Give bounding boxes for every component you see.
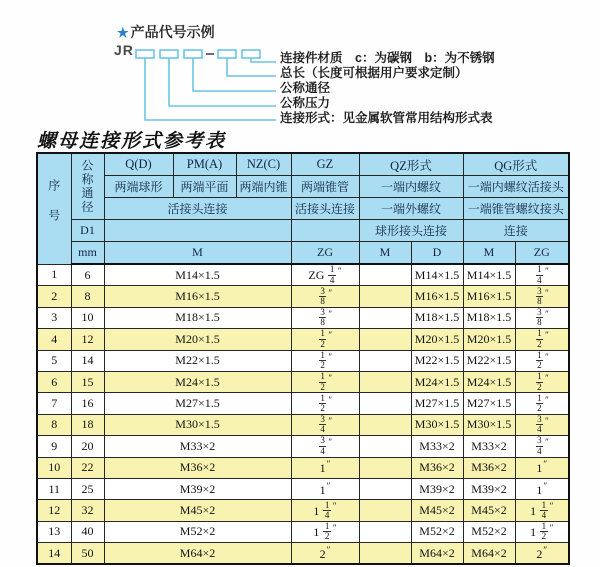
cell-zg: 1″ xyxy=(291,478,359,499)
cell-seq: 11 xyxy=(37,478,71,499)
cell-seq: 2 xyxy=(37,286,71,307)
cell-qg-m: M36×2 xyxy=(463,457,515,478)
table-row xyxy=(37,436,569,457)
cell-qg-m: M64×2 xyxy=(463,543,515,565)
cell-qg-zg: $\frac{3}{8}$ ″ xyxy=(515,286,569,307)
cell-qz-m xyxy=(359,350,411,371)
cell-seq: 1 xyxy=(37,264,71,286)
cell-m: M14×1.5 xyxy=(104,264,291,286)
header-qz-m: M xyxy=(359,242,411,265)
cell-qg-m: M45×2 xyxy=(463,500,515,521)
code-box-4 xyxy=(218,50,236,58)
cell-m: M27×1.5 xyxy=(104,393,291,414)
cell-dn: 25 xyxy=(71,478,104,499)
header-thread-m: M xyxy=(104,242,291,265)
table-row xyxy=(37,329,569,350)
nut-connection-table xyxy=(36,152,570,565)
cell-qg-m: M39×2 xyxy=(463,478,515,499)
cell-m: M52×2 xyxy=(104,521,291,542)
cell-qz-d: M45×2 xyxy=(411,500,463,521)
table-row xyxy=(37,414,569,435)
cell-m: M20×1.5 xyxy=(104,329,291,350)
cell-qz-m xyxy=(359,500,411,521)
header-qz-d: D xyxy=(411,242,463,265)
cell-seq: 13 xyxy=(37,521,71,542)
cell-qz-d: M14×1.5 xyxy=(411,264,463,286)
cell-qz-d: M39×2 xyxy=(411,478,463,499)
cell-zg: 1 $\frac{1}{4}$ ″ xyxy=(291,500,359,521)
diagram-labels xyxy=(280,51,495,126)
code-box-3 xyxy=(184,50,202,58)
cell-dn: 32 xyxy=(71,500,104,521)
cell-qg-m: M27×1.5 xyxy=(463,393,515,414)
cell-qg-m: M16×1.5 xyxy=(463,286,515,307)
cell-qg-zg: 1″ xyxy=(515,457,569,478)
table-row xyxy=(37,371,569,392)
header-empty-gz xyxy=(291,220,359,242)
code-box-5 xyxy=(242,50,260,58)
cell-zg: 1″ xyxy=(291,457,359,478)
cell-m: M39×2 xyxy=(104,478,291,499)
cell-seq: 5 xyxy=(37,350,71,371)
cell-qz-m xyxy=(359,393,411,414)
cell-seq: 10 xyxy=(37,457,71,478)
cell-seq: 6 xyxy=(37,371,71,392)
cell-dn: 40 xyxy=(71,521,104,542)
cell-dn: 12 xyxy=(71,329,104,350)
cell-qg-zg: 1″ xyxy=(515,478,569,499)
cell-m: M24×1.5 xyxy=(104,371,291,392)
cell-qz-d: M20×1.5 xyxy=(411,329,463,350)
header-qd-desc: 两端球形 xyxy=(104,176,173,198)
table-row xyxy=(37,393,569,414)
table-row xyxy=(37,478,569,499)
cell-dn: 16 xyxy=(71,393,104,414)
cell-zg: 1 $\frac{1}{2}$ ″ xyxy=(291,521,359,542)
cell-zg: ZG $\frac{1}{4}$ ″ xyxy=(291,264,359,286)
cell-qz-m xyxy=(359,286,411,307)
cell-m: M64×2 xyxy=(104,543,291,565)
cell-qg-m: M14×1.5 xyxy=(463,264,515,286)
cell-seq: 4 xyxy=(37,329,71,350)
header-group-nzc: NZ(C) xyxy=(236,153,291,176)
header-qg-m: M xyxy=(463,242,515,265)
header-union-connect: 活接头连接 xyxy=(104,198,291,220)
cell-m: M45×2 xyxy=(104,500,291,521)
label-nominal-pressure: 公称压力 xyxy=(280,96,331,110)
header-gz-desc: 两端锥管 xyxy=(291,176,359,198)
cell-dn: 22 xyxy=(71,457,104,478)
cell-qz-m xyxy=(359,264,411,286)
cell-qg-m: M52×2 xyxy=(463,521,515,542)
header-mm: mm xyxy=(71,242,104,265)
cell-dn: 10 xyxy=(71,307,104,328)
table-row xyxy=(37,307,569,328)
cell-qz-m xyxy=(359,329,411,350)
label-connector-material: 连接件材质 c：为碳钢 b：为不锈钢 xyxy=(280,51,495,65)
cell-qz-m xyxy=(359,414,411,435)
cell-dn: 6 xyxy=(71,264,104,286)
header-qz-desc2: 一端外螺纹 xyxy=(359,198,463,220)
table-row xyxy=(37,264,569,286)
code-box-2 xyxy=(160,50,178,58)
cell-qg-m: M18×1.5 xyxy=(463,307,515,328)
cell-m: M22×1.5 xyxy=(104,350,291,371)
cell-qz-d: M24×1.5 xyxy=(411,371,463,392)
header-qg-zg: ZG xyxy=(515,242,569,265)
cell-dn: 20 xyxy=(71,436,104,457)
cell-qg-m: M30×1.5 xyxy=(463,414,515,435)
cell-zg: $\frac{3}{4}$ ″ xyxy=(291,414,359,435)
cell-m: M33×2 xyxy=(104,436,291,457)
cell-qg-zg: $\frac{1}{2}$ ″ xyxy=(515,329,569,350)
cell-seq: 8 xyxy=(37,414,71,435)
cell-m: M30×1.5 xyxy=(104,414,291,435)
cell-zg: $\frac{3}{4}$ ″ xyxy=(291,436,359,457)
cell-m: M36×2 xyxy=(104,457,291,478)
header-group-qd: Q(D) xyxy=(104,153,173,176)
cell-qz-d: M16×1.5 xyxy=(411,286,463,307)
header-thread-zg: ZG xyxy=(291,242,359,265)
header-qg-desc2: 一端锥管螺纹接头 xyxy=(463,198,569,220)
header-d1: D1 xyxy=(71,220,104,242)
header-pma-desc: 两端平面 xyxy=(173,176,236,198)
header-qg-desc3: 连接 xyxy=(463,220,569,242)
cell-zg: $\frac{3}{8}$ ″ xyxy=(291,307,359,328)
cell-dn: 15 xyxy=(71,371,104,392)
cell-qz-m xyxy=(359,307,411,328)
cell-qz-d: M33×2 xyxy=(411,436,463,457)
cell-seq: 9 xyxy=(37,436,71,457)
code-prefix: JR xyxy=(114,42,134,58)
cell-qz-m xyxy=(359,457,411,478)
cell-qg-m: M24×1.5 xyxy=(463,371,515,392)
cell-qg-zg: $\frac{1}{2}$ ″ xyxy=(515,371,569,392)
cell-qz-d: M27×1.5 xyxy=(411,393,463,414)
cell-qg-zg: $\frac{1}{4}$ ″ xyxy=(515,264,569,286)
cell-zg: 2″ xyxy=(291,543,359,565)
cell-qz-d: M18×1.5 xyxy=(411,307,463,328)
cell-zg: $\frac{1}{2}$ ″ xyxy=(291,371,359,392)
cell-seq: 7 xyxy=(37,393,71,414)
diagram-heading-text: 产品代号示例 xyxy=(130,24,215,40)
header-group-qz: QZ形式 xyxy=(359,153,463,176)
cell-qg-zg: $\frac{3}{4}$ ″ xyxy=(515,414,569,435)
connector-line-form xyxy=(145,58,276,120)
header-group-gz: GZ xyxy=(291,153,359,176)
cell-seq: 3 xyxy=(37,307,71,328)
cell-zg: $\frac{3}{8}$ ″ xyxy=(291,286,359,307)
header-gz-union-connect: 活接头连接 xyxy=(291,198,359,220)
table-row xyxy=(37,500,569,521)
cell-seq: 12 xyxy=(37,500,71,521)
table-title: 螺母连接形式参考表 xyxy=(37,131,227,152)
table-body xyxy=(37,264,569,564)
cell-qg-m: M22×1.5 xyxy=(463,350,515,371)
cell-qg-m: M20×1.5 xyxy=(463,329,515,350)
connector-line-diameter xyxy=(193,58,276,91)
cell-qz-m xyxy=(359,521,411,542)
table-row xyxy=(37,286,569,307)
cell-qz-m xyxy=(359,543,411,565)
header-seq: 序号 xyxy=(37,153,71,264)
cell-qz-d: M64×2 xyxy=(411,543,463,565)
cell-zg: $\frac{1}{2}$ ″ xyxy=(291,350,359,371)
cell-qz-m xyxy=(359,371,411,392)
header-nzc-desc: 两端内锥 xyxy=(236,176,291,198)
header-group-pma: PM(A) xyxy=(173,153,236,176)
connector-line-pressure xyxy=(169,58,276,106)
cell-qg-zg: $\frac{3}{8}$ ″ xyxy=(515,307,569,328)
cell-qz-m xyxy=(359,478,411,499)
cell-seq: 14 xyxy=(37,543,71,565)
table-row xyxy=(37,350,569,371)
cell-zg: $\frac{1}{2}$ ″ xyxy=(291,329,359,350)
cell-dn: 50 xyxy=(71,543,104,565)
cell-qg-zg: $\frac{1}{2}$ ″ xyxy=(515,393,569,414)
cell-qz-d: M36×2 xyxy=(411,457,463,478)
label-nominal-diameter: 公称通径 xyxy=(280,81,331,95)
table-header xyxy=(37,153,569,264)
cell-dn: 14 xyxy=(71,350,104,371)
cell-qg-zg: 2″ xyxy=(515,543,569,565)
label-connection-form: 连接形式：见金属软管常用结构形式表 xyxy=(280,111,493,125)
cell-qg-m: M33×2 xyxy=(463,436,515,457)
header-qz-desc3: 球形接头连接 xyxy=(359,220,463,242)
cell-dn: 8 xyxy=(71,286,104,307)
cell-qg-zg: $\frac{3}{4}$ ″ xyxy=(515,436,569,457)
code-box-1 xyxy=(136,50,154,58)
label-total-length: 总长（长度可根据用户要求定制） xyxy=(280,66,468,80)
cell-m: M18×1.5 xyxy=(104,307,291,328)
cell-qz-d: M22×1.5 xyxy=(411,350,463,371)
cell-m: M16×1.5 xyxy=(104,286,291,307)
header-empty-left xyxy=(104,220,291,242)
cell-qg-zg: 1 $\frac{1}{2}$ ″ xyxy=(515,521,569,542)
cell-qg-zg: $\frac{1}{2}$ ″ xyxy=(515,350,569,371)
header-group-qg: QG形式 xyxy=(463,153,569,176)
header-qz-desc1: 一端内螺纹 xyxy=(359,176,463,198)
cell-qz-d: M30×1.5 xyxy=(411,414,463,435)
header-qg-desc1: 一端内螺纹活接头 xyxy=(463,176,569,198)
cell-qz-m xyxy=(359,436,411,457)
cell-qz-d: M52×2 xyxy=(411,521,463,542)
table-row xyxy=(37,521,569,542)
cell-zg: $\frac{1}{2}$ ″ xyxy=(291,393,359,414)
cell-dn: 18 xyxy=(71,414,104,435)
star-icon: ★ xyxy=(117,25,129,40)
cell-qg-zg: 1 $\frac{1}{4}$ ″ xyxy=(515,500,569,521)
table-row xyxy=(37,543,569,565)
header-dn: 公称通径 xyxy=(71,153,104,220)
table-row xyxy=(37,457,569,478)
